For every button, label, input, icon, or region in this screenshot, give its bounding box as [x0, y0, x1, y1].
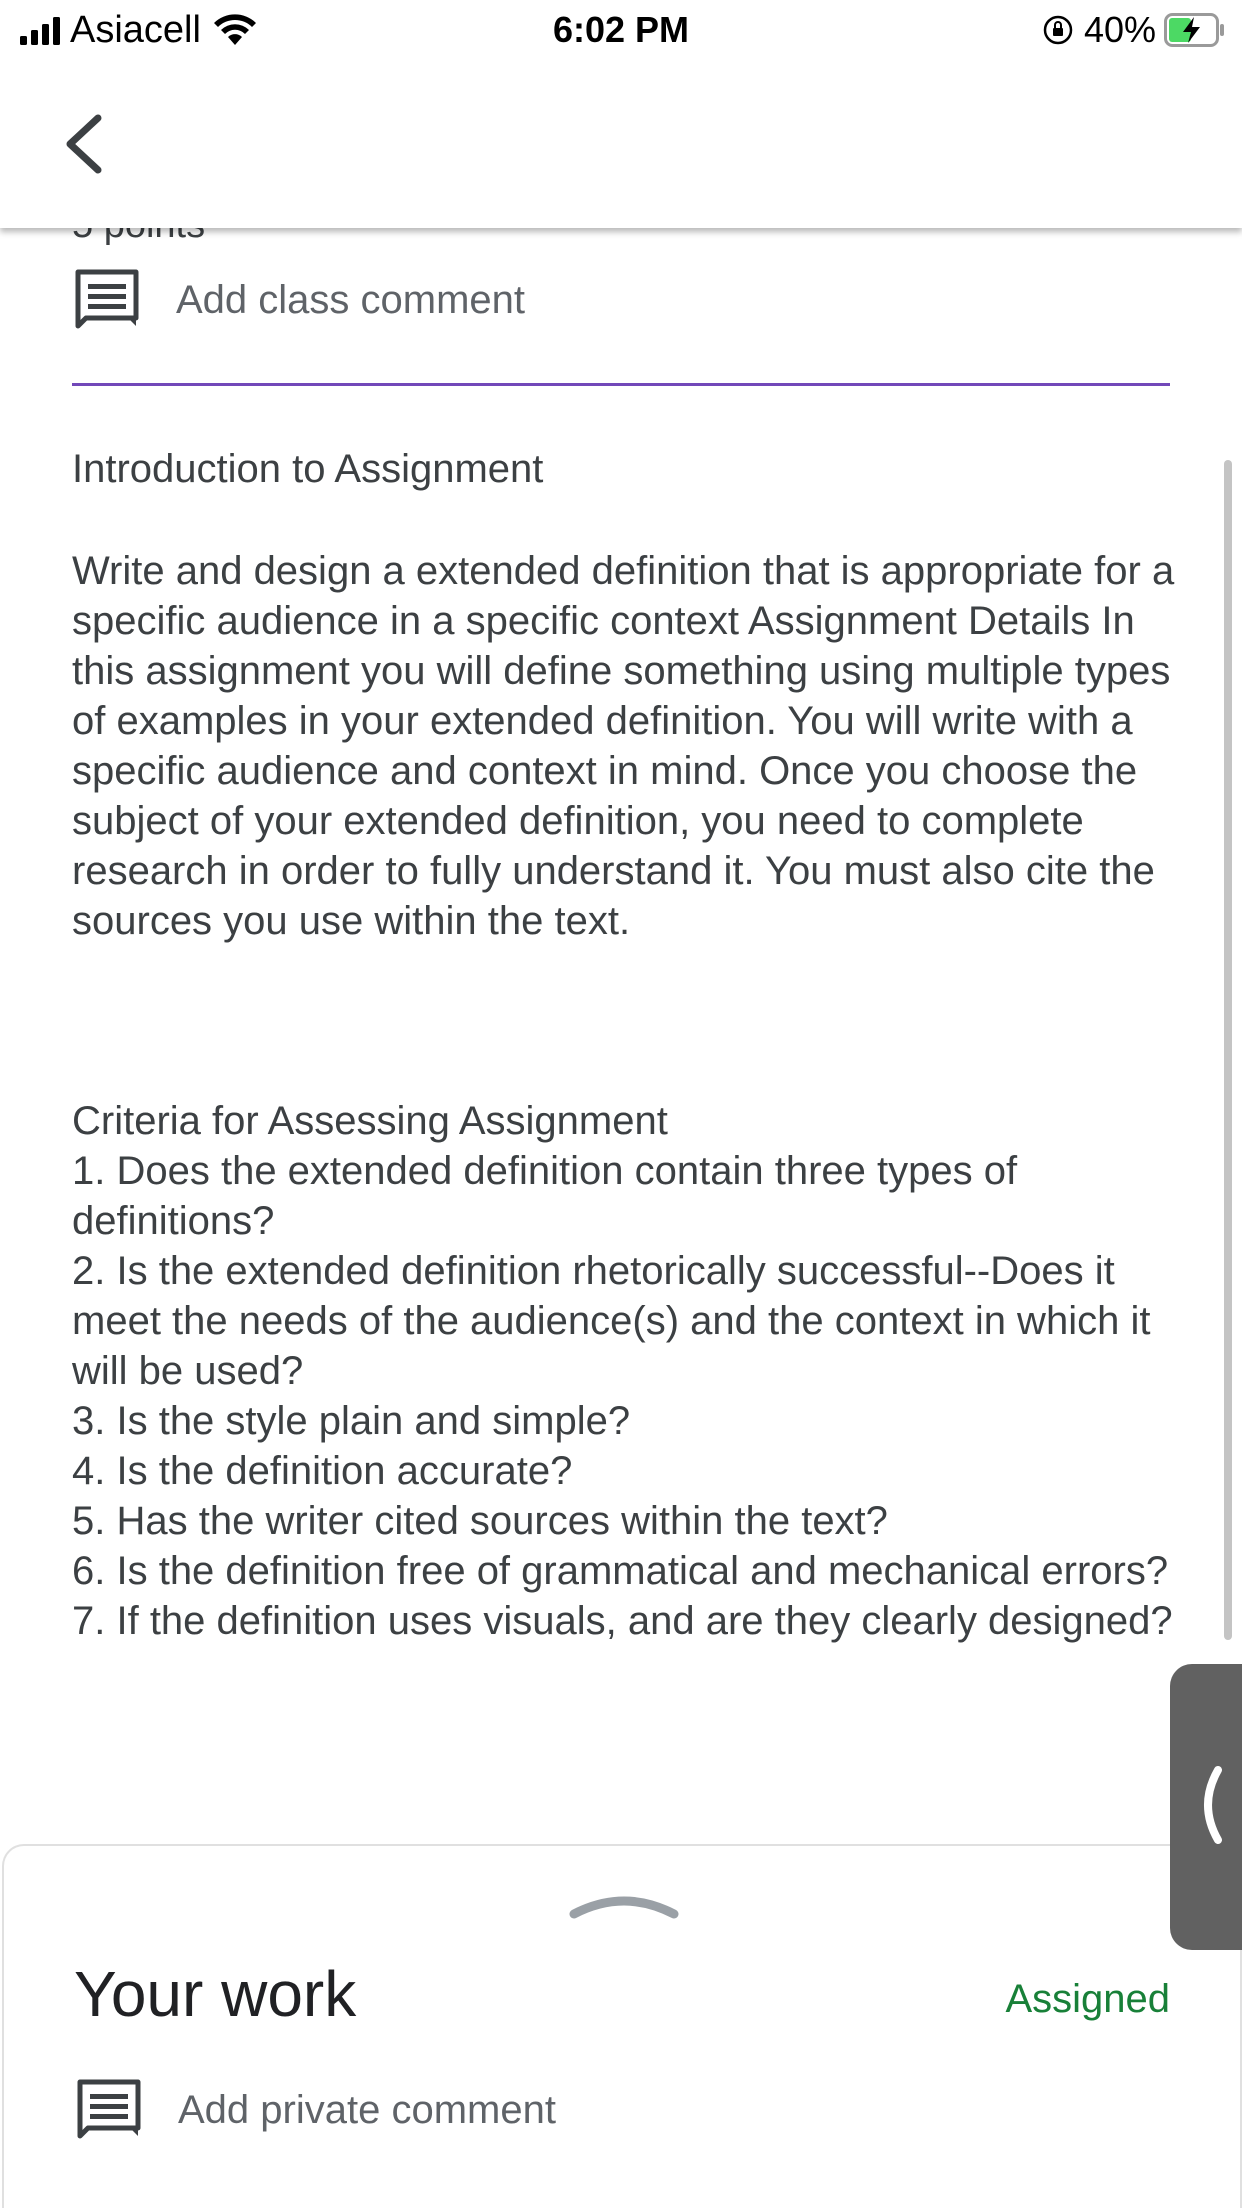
- status-bar: [0, 0, 1242, 62]
- status-badge: Assigned: [1005, 1977, 1170, 2021]
- criteria-title: Criteria for Assessing Assignment: [72, 1099, 668, 1143]
- back-button[interactable]: [54, 104, 124, 184]
- criteria-item-5: 5. Has the writer cited sources within the text?: [72, 1499, 888, 1543]
- add-class-comment-label: Add class comment: [176, 277, 526, 322]
- orientation-lock-icon: [1042, 14, 1074, 46]
- intro-title: Introduction to Assignment: [72, 447, 544, 491]
- section-divider: [72, 383, 1170, 386]
- criteria-section: [72, 1096, 1182, 1646]
- criteria-item-3: 3. Is the style plain and simple?: [72, 1399, 631, 1443]
- comment-icon: [74, 2078, 144, 2142]
- chevron-left-icon: [1192, 1764, 1226, 1846]
- your-work-sheet: [2, 1844, 1242, 2208]
- criteria-item-7: 7. If the definition uses visuals, and are they clearly designed?: [72, 1599, 1173, 1643]
- criteria-item-6: 6. Is the definition free of grammatical and mechanical errors?: [72, 1549, 1169, 1593]
- criteria-item-2: 2. Is the extended definition rhetorically successful--Does it meet the needs of the audience(s) and the context in which it will be used?: [72, 1249, 1151, 1393]
- battery-charging-icon: [1164, 13, 1226, 47]
- add-private-comment-button[interactable]: [74, 2078, 556, 2142]
- scrollbar[interactable]: [1224, 460, 1232, 1640]
- your-work-title: Your work: [74, 1958, 357, 2030]
- add-private-comment-label: Add private comment: [178, 2087, 556, 2132]
- battery-percent: 40%: [1083, 9, 1156, 50]
- intro-paragraph: Write and design a extended definition that is appropriate for a specific audience in a specific context Assignment Details In this assignment you will define something using multiple types of examples in your extended definition. You will write with a specific audience and context in mind. Once you choose the subject of your extended definition, you need to complete research in order to fully understand it. You must also cite the sources you use within the text.: [72, 549, 1175, 943]
- clock: 6:02 PM: [552, 9, 690, 50]
- status-right: [1042, 8, 1226, 52]
- chevron-up-icon[interactable]: [568, 1886, 680, 1926]
- criteria-item-1: 1. Does the extended definition contain three types of definitions?: [72, 1149, 1018, 1243]
- carrier-name: Asiacell: [70, 8, 201, 51]
- top-app-bar: [0, 62, 1242, 228]
- add-class-comment-button[interactable]: [72, 268, 525, 332]
- criteria-item-4: 4. Is the definition accurate?: [72, 1449, 573, 1493]
- side-panel-tab[interactable]: [1170, 1664, 1242, 1950]
- comment-icon: [72, 268, 142, 332]
